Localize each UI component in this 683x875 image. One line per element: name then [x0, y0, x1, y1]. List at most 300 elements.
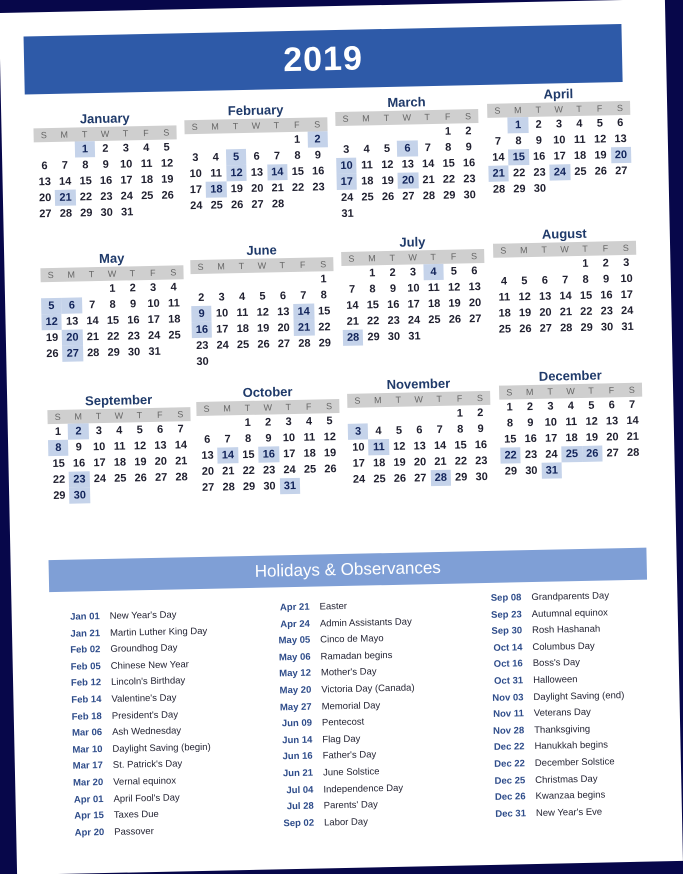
holiday-name: Flag Day [322, 733, 361, 746]
day-cell: 17 [189, 183, 203, 197]
weekday-label: M [519, 245, 528, 256]
weekday-label: T [285, 402, 292, 413]
day-cell: 3 [555, 118, 563, 131]
empty-cell [211, 273, 232, 289]
day-cell: 9 [75, 441, 82, 454]
holiday-name: Parents' Day [323, 799, 378, 812]
empty-cell [252, 272, 273, 288]
day-cell-holiday: 16 [192, 322, 213, 338]
holiday-name: Chinese New Year [110, 659, 190, 672]
weekday-label: W [100, 128, 110, 139]
day-cell: 4 [576, 117, 583, 131]
day-cell: 20 [251, 182, 264, 195]
weekday-label: T [122, 128, 129, 139]
holiday-name: Labor Day [323, 816, 369, 829]
weekday-label: F [456, 393, 463, 404]
day-cell-holiday: 27 [62, 345, 83, 361]
holiday-row [52, 623, 209, 643]
holiday-date: Oct 14 [493, 642, 523, 654]
day-cell: 2 [477, 407, 484, 420]
day-cell: 30 [463, 189, 476, 202]
day-cell: 12 [256, 306, 270, 319]
day-cell: 1 [54, 425, 62, 438]
month-july [341, 233, 486, 346]
empty-cell [82, 281, 103, 297]
holiday-date: Dec 31 [495, 807, 527, 820]
weekday-label: F [602, 243, 609, 254]
day-cell: 7 [61, 159, 69, 172]
holiday-date: Apr 01 [73, 793, 104, 806]
day-cell: 24 [147, 329, 161, 343]
weekday-label: T [535, 104, 542, 115]
day-cell: 6 [471, 265, 478, 278]
day-cell: 14 [58, 175, 72, 188]
empty-cell [217, 415, 238, 431]
holiday-date: Oct 16 [493, 658, 523, 671]
month-february [184, 101, 329, 214]
empty-cell [341, 266, 362, 282]
holiday-name: Thanksgiving [534, 723, 591, 736]
day-cell: 1 [456, 407, 464, 420]
day-cell: 1 [582, 257, 589, 270]
weekday-label: M [60, 129, 69, 140]
day-cell: 24 [340, 191, 354, 204]
day-cell: 3 [95, 425, 103, 438]
day-cell-holiday: 12 [226, 165, 247, 181]
day-cell: 20 [201, 465, 215, 478]
day-cell: 2 [198, 291, 205, 304]
day-cell: 9 [477, 423, 484, 436]
day-grid [34, 139, 179, 222]
weekday-label: F [143, 127, 149, 139]
weekday-label: F [596, 103, 603, 114]
holiday-date: Sep 08 [490, 592, 522, 604]
day-cell: 15 [442, 157, 455, 170]
day-cell: 22 [291, 181, 305, 194]
holiday-date: Dec 22 [494, 758, 525, 770]
day-cell: 25 [373, 473, 386, 486]
weekday-label: M [211, 121, 219, 132]
weekday-label: S [464, 111, 472, 122]
day-cell: 25 [141, 189, 154, 203]
holiday-date: Sep 02 [283, 817, 315, 830]
weekday-label: T [136, 410, 143, 421]
holiday-date: Feb 18 [71, 710, 102, 723]
day-cell: 29 [580, 321, 593, 334]
day-cell: 22 [454, 455, 468, 468]
holiday-row [475, 688, 624, 708]
holiday-date: Mar 06 [71, 727, 103, 739]
weekday-label: T [576, 103, 582, 114]
day-cell: 25 [498, 323, 512, 336]
day-cell: 26 [134, 472, 147, 485]
weekday-label: T [238, 260, 245, 272]
holiday-date: Oct 31 [493, 675, 524, 687]
holiday-name: Ramadan begins [320, 649, 393, 663]
weekday-label: S [354, 395, 361, 406]
weekday-label: S [616, 103, 624, 114]
day-cell: 22 [107, 330, 120, 343]
day-grid [41, 279, 186, 362]
empty-cell [54, 142, 75, 158]
day-cell: 4 [238, 290, 246, 304]
day-cell: 15 [579, 289, 593, 302]
day-cell: 17 [216, 323, 229, 336]
day-cell: 26 [46, 347, 59, 361]
day-cell: 6 [617, 117, 624, 130]
weekday-label: F [450, 251, 457, 262]
weekday-label: T [395, 394, 402, 405]
day-cell: 3 [149, 281, 157, 294]
holiday-date: Jun 16 [282, 751, 313, 763]
weekday-label: F [156, 409, 163, 420]
day-cell: 7 [177, 423, 184, 436]
day-cell: 27 [539, 322, 553, 335]
day-cell: 19 [448, 297, 461, 310]
day-cell: 16 [532, 150, 546, 163]
empty-cell [514, 257, 535, 273]
day-cell-holiday: 5 [226, 149, 247, 165]
day-cell: 21 [434, 455, 447, 469]
day-cell: 26 [230, 198, 244, 212]
holiday-date: Nov 28 [492, 724, 525, 737]
day-cell: 28 [222, 481, 235, 494]
day-cell-holiday: 24 [550, 164, 571, 180]
day-cell: 29 [504, 465, 518, 478]
weekday-label: M [513, 105, 522, 116]
holiday-name: Kwanzaa begins [535, 789, 606, 803]
empty-cell [197, 416, 218, 432]
weekday-label: M [223, 403, 231, 414]
day-cell: 3 [122, 142, 130, 155]
month-january [33, 109, 178, 222]
day-cell: 13 [154, 439, 167, 452]
day-cell: 20 [413, 456, 427, 469]
empty-cell [347, 407, 368, 423]
day-cell: 19 [134, 456, 147, 469]
holiday-name: Ash Wednesday [112, 725, 182, 739]
empty-cell [246, 132, 267, 148]
day-cell: 28 [271, 198, 285, 211]
day-cell: 9 [389, 282, 397, 295]
holiday-date: Apr 21 [279, 601, 310, 614]
weekday-label: S [342, 113, 349, 124]
day-cell: 19 [161, 173, 174, 186]
month-name: August [541, 225, 587, 242]
day-cell: 19 [518, 306, 532, 320]
weekday-label: T [95, 411, 102, 422]
day-cell: 6 [279, 290, 287, 303]
month-september [47, 391, 192, 504]
day-cell: 26 [393, 472, 407, 485]
holiday-name: Independence Day [323, 782, 404, 795]
month-name: May [98, 250, 125, 267]
day-cell: 21 [346, 315, 360, 328]
day-cell: 6 [253, 150, 260, 163]
day-cell: 11 [361, 159, 373, 172]
empty-cell [429, 406, 450, 422]
day-cell-holiday: 10 [336, 158, 357, 174]
day-cell: 13 [538, 290, 552, 303]
day-cell-holiday: 1 [508, 117, 529, 133]
day-cell: 29 [318, 337, 332, 350]
day-cell: 28 [560, 322, 573, 335]
day-cell: 1 [369, 267, 376, 280]
holiday-name: Daylight Saving (end) [533, 689, 625, 703]
day-cell: 28 [87, 347, 100, 360]
weekday-label: M [74, 411, 82, 422]
day-cell: 18 [303, 447, 316, 460]
day-cell: 23 [387, 314, 400, 327]
day-cell: 18 [372, 457, 386, 470]
day-cell: 15 [504, 433, 517, 446]
day-cell: 7 [224, 433, 231, 446]
holiday-date: Apr 24 [280, 618, 311, 630]
day-cell: 23 [312, 181, 325, 194]
day-cell: 11 [565, 416, 578, 429]
day-cell: 3 [218, 291, 225, 304]
day-cell: 2 [389, 266, 396, 279]
day-cell: 13 [38, 176, 52, 189]
day-cell: 22 [512, 167, 526, 180]
day-cell: 1 [444, 125, 452, 138]
day-cell-holiday: 9 [191, 306, 212, 322]
day-cell: 24 [352, 473, 366, 486]
weekday-label: T [430, 251, 437, 263]
weekday-label: S [622, 242, 629, 254]
day-cell-holiday: 16 [258, 446, 279, 462]
weekday-label: T [424, 112, 431, 123]
weekday-label: W [402, 112, 412, 123]
day-cell-holiday: 25 [562, 446, 583, 462]
day-cell: 22 [52, 473, 66, 487]
day-cell-holiday: 31 [280, 478, 301, 494]
day-cell-holiday: 4 [423, 264, 444, 280]
holiday-date: Apr 15 [74, 810, 104, 822]
day-cell: 4 [116, 424, 123, 437]
holiday-date: May 20 [279, 684, 312, 697]
day-cell: 9 [314, 149, 322, 162]
day-cell-holiday: 28 [343, 330, 364, 346]
holiday-row [56, 822, 213, 842]
day-cell: 19 [323, 447, 337, 460]
day-cell-holiday: 14 [267, 164, 288, 180]
day-cell: 13 [401, 158, 415, 171]
day-cell: 3 [409, 266, 417, 279]
holiday-name: December Solstice [534, 756, 615, 769]
month-name: December [538, 367, 602, 384]
day-cell: 1 [293, 133, 301, 146]
weekday-label: W [554, 104, 564, 115]
day-cell-holiday: 21 [294, 320, 315, 336]
day-cell: 14 [626, 414, 639, 428]
day-cell: 26 [448, 313, 462, 326]
day-cell: 21 [422, 173, 435, 187]
holiday-row [263, 680, 415, 700]
empty-cell [335, 126, 356, 142]
holiday-name: Rosh Hashanah [531, 623, 601, 637]
weekday-label: T [129, 268, 136, 279]
day-cell: 7 [628, 398, 636, 411]
day-cell: 19 [585, 431, 599, 444]
empty-cell [231, 273, 252, 289]
day-cell: 23 [127, 330, 141, 343]
empty-cell [191, 274, 212, 290]
holiday-name: Columbus Day [532, 640, 595, 653]
day-cell: 10 [119, 158, 133, 171]
month-name: November [386, 375, 451, 393]
day-cell-holiday: 6 [61, 297, 82, 313]
weekday-label: T [588, 385, 594, 396]
day-cell: 13 [468, 281, 481, 294]
day-cell: 18 [498, 307, 511, 320]
day-cell: 3 [343, 143, 350, 156]
day-cell: 11 [498, 291, 511, 304]
day-cell: 8 [82, 159, 89, 172]
holiday-name: Boss's Day [532, 657, 581, 670]
holiday-date: Apr 20 [74, 826, 105, 839]
day-cell: 21 [271, 182, 284, 195]
weekday-label: T [582, 243, 588, 254]
day-cell: 10 [544, 416, 558, 429]
day-cell: 6 [416, 424, 423, 437]
weekday-label: S [506, 387, 513, 398]
holiday-name: Valentine's Day [111, 692, 177, 705]
day-cell: 25 [428, 313, 441, 327]
holiday-column [473, 588, 627, 823]
day-grid [197, 413, 342, 496]
day-cell: 27 [154, 471, 168, 484]
year-title: 2019 [24, 24, 623, 95]
day-cell: 10 [147, 297, 160, 311]
day-cell: 7 [348, 283, 356, 296]
day-cell: 25 [168, 329, 181, 342]
month-november [347, 375, 492, 488]
month-june [190, 241, 336, 370]
day-cell: 2 [129, 282, 136, 295]
month-december [499, 367, 644, 480]
day-cell: 4 [375, 425, 382, 438]
day-cell: 8 [457, 423, 464, 436]
day-cell: 30 [196, 355, 209, 369]
holiday-row [477, 787, 626, 807]
holiday-name: Vernal equinox [113, 775, 177, 788]
day-cell: 26 [519, 322, 532, 336]
day-cell: 4 [567, 400, 575, 413]
holidays-title: Holidays & Observances [49, 548, 648, 593]
empty-cell [225, 133, 246, 149]
day-cell: 23 [262, 464, 276, 477]
day-cell: 6 [541, 274, 549, 287]
weekday-label: S [326, 401, 333, 412]
holiday-date: Feb 12 [70, 677, 102, 690]
day-cell: 30 [100, 206, 113, 219]
empty-cell [266, 132, 287, 148]
day-cell-holiday: 28 [430, 470, 451, 486]
day-cell: 8 [320, 289, 327, 302]
holiday-date: Mar 20 [72, 776, 104, 789]
day-grid [48, 421, 193, 504]
day-cell: 6 [608, 399, 615, 412]
month-august [493, 225, 638, 338]
day-cell: 29 [242, 480, 256, 494]
day-cell: 17 [352, 457, 366, 470]
day-cell: 15 [52, 457, 65, 471]
day-cell: 6 [41, 160, 48, 173]
day-cell-holiday: 2 [307, 131, 328, 147]
day-cell: 23 [600, 305, 614, 318]
day-cell: 1 [109, 282, 116, 295]
weekday-label: W [263, 402, 273, 413]
day-cell: 12 [518, 290, 531, 304]
day-cell: 13 [65, 315, 79, 328]
day-cell: 6 [156, 423, 164, 436]
day-cell: 24 [620, 304, 634, 318]
day-cell-holiday: 23 [69, 471, 90, 487]
day-cell: 10 [92, 440, 106, 454]
day-cell-holiday: 3 [348, 423, 369, 439]
weekday-label: S [54, 411, 61, 422]
day-cell: 28 [298, 337, 311, 350]
holiday-date: Sep 30 [491, 625, 523, 638]
empty-cell [487, 117, 508, 133]
day-cell: 11 [210, 167, 223, 180]
day-cell: 10 [189, 167, 202, 181]
weekday-label: T [383, 112, 390, 124]
holiday-name: Victoria Day (Canada) [321, 682, 415, 696]
day-cell: 20 [606, 431, 619, 444]
day-cell: 13 [250, 166, 264, 179]
weekday-label: T [389, 252, 396, 263]
month-name: October [242, 384, 293, 401]
day-cell: 28 [422, 189, 436, 203]
holiday-date: May 27 [279, 701, 312, 713]
day-cell: 5 [596, 117, 604, 130]
month-name: March [387, 94, 426, 110]
day-cell: 27 [469, 313, 482, 326]
day-cell: 2 [264, 416, 272, 429]
weekday-label: S [203, 403, 210, 414]
day-cell: 25 [236, 338, 250, 352]
day-cell: 23 [475, 454, 488, 468]
day-cell: 24 [93, 472, 107, 486]
day-cell-holiday: 20 [611, 147, 632, 163]
holiday-name: Admin Assistants Day [319, 616, 412, 630]
day-cell: 19 [594, 149, 607, 162]
day-cell-holiday: 17 [336, 174, 357, 190]
holiday-name: Father's Day [322, 749, 377, 762]
day-cell: 27 [251, 198, 264, 211]
weekday-label: W [257, 260, 267, 271]
day-cell: 24 [120, 190, 134, 203]
empty-cell [493, 257, 514, 273]
day-cell: 5 [450, 265, 458, 278]
day-cell: 12 [585, 415, 598, 428]
day-cell-holiday: 2 [68, 423, 89, 439]
weekday-label: T [81, 129, 88, 140]
holiday-name: Martin Luther King Day [109, 625, 208, 639]
day-cell: 27 [414, 472, 427, 485]
day-cell: 8 [445, 141, 452, 154]
weekday-label: F [608, 385, 615, 396]
month-name: April [543, 86, 574, 102]
day-cell: 5 [163, 141, 170, 154]
weekday-label: T [88, 269, 95, 280]
day-cell: 25 [303, 463, 317, 476]
holiday-row [266, 813, 418, 833]
holiday-date: Sep 23 [491, 608, 522, 621]
weekday-label: M [217, 261, 225, 272]
